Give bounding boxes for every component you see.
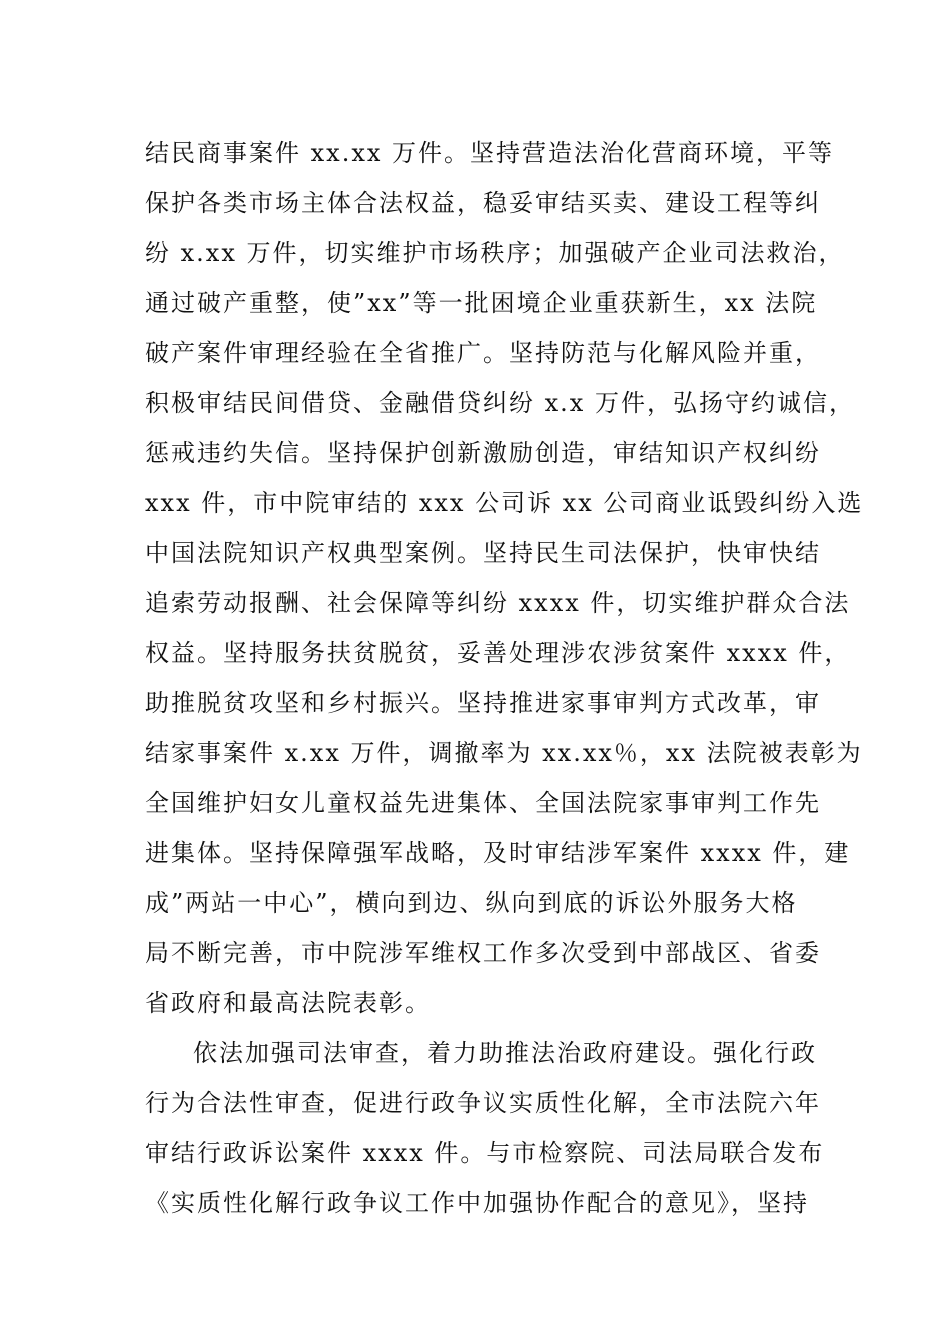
paragraph-1-line: 局不断完善，市中院涉军维权工作多次受到中部战区、省委 [145, 939, 821, 967]
paragraph-1-line: 权益。坚持服务扶贫脱贫，妥善处理涉农涉贫案件 xxxx 件， [145, 639, 851, 667]
paragraph-2-line: 审结行政诉讼案件 xxxx 件。与市检察院、司法局联合发布 [145, 1139, 825, 1167]
paragraph-1-line: 追索劳动报酬、社会保障等纠纷 xxxx 件，切实维护群众合法 [145, 589, 851, 617]
paragraph-1-line: 助推脱贫攻坚和乡村振兴。坚持推进家事审判方式改革，审 [145, 689, 821, 717]
paragraph-1-line: 进集体。坚持保障强军战略，及时审结涉军案件 xxxx 件，建 [145, 839, 851, 867]
paragraph-1-line: 保护各类市场主体合法权益，稳妥审结买卖、建设工程等纠 [145, 189, 821, 217]
paragraph-1-line: 成”两站一中心”，横向到边、纵向到底的诉讼外服务大格 [145, 889, 798, 917]
paragraph-1-line: 积极审结民间借贷、金融借贷纠纷 x.x 万件，弘扬守约诚信， [145, 389, 855, 417]
paragraph-1-line: 结民商事案件 xx.xx 万件。坚持营造法治化营商环境，平等 [145, 139, 835, 167]
paragraph-2-line: 《实质性化解行政争议工作中加强协作配合的意见》，坚持 [145, 1189, 809, 1217]
paragraph-1-line: 全国维护妇女儿童权益先进集体、全国法院家事审判工作先 [145, 789, 821, 817]
paragraph-1-line: 省政府和最高法院表彰。 [145, 989, 431, 1017]
paragraph-1-line: xxx 件，市中院审结的 xxx 公司诉 xx 公司商业诋毁纠纷入选 [145, 489, 864, 517]
paragraph-1-line: 中国法院知识产权典型案例。坚持民生司法保护，快审快结 [145, 539, 821, 567]
paragraph-1-line: 破产案件审理经验在全省推广。坚持防范与化解风险并重， [145, 339, 821, 367]
paragraph-2-line: 依法加强司法审查，着力助推法治政府建设。强化行政 [193, 1039, 817, 1067]
paragraph-1-line: 纷 x.xx 万件，切实维护市场秩序；加强破产企业司法救治， [145, 239, 845, 267]
paragraph-1-line: 惩戒违约失信。坚持保护创新激励创造，审结知识产权纠纷 [145, 439, 821, 467]
paragraph-2-line: 行为合法性审查，促进行政争议实质性化解，全市法院六年 [145, 1089, 821, 1117]
paragraph-1-line: 结家事案件 x.xx 万件，调撤率为 xx.xx％，xx 法院被表彰为 [145, 739, 863, 767]
paragraph-1-line: 通过破产重整，使”xx”等一批困境企业重获新生，xx 法院 [145, 289, 818, 317]
